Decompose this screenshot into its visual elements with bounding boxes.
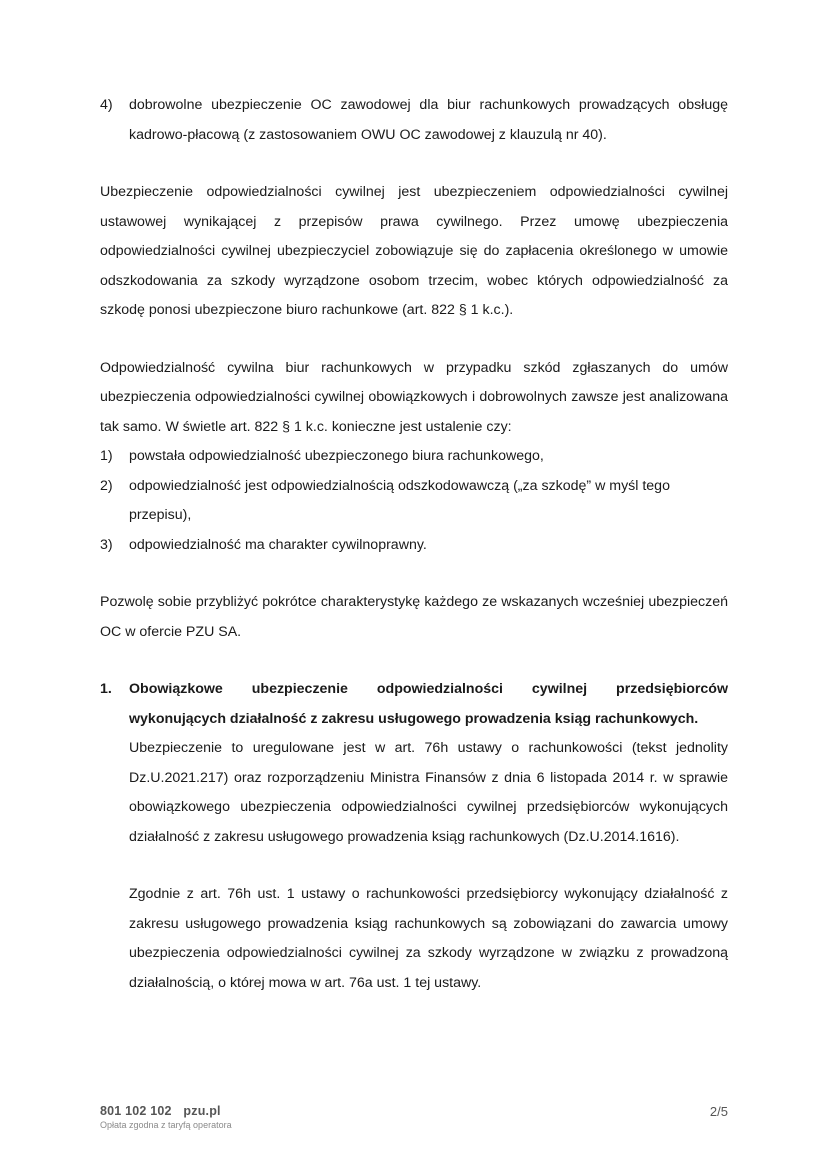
- footer-note: Opłata zgodna z taryfą operatora: [100, 1120, 232, 1130]
- paragraph-liability-definition: Ubezpieczenie odpowiedzialności cywilnej jest ubezpieczeniem odpowiedzialności cywilnej ustawowej wynikającej z przepisów prawa cywilnego. Przez umowę ubezpieczenia odpowiedzialności cywilnej ubezpieczyciel zobowiązuje się do zapłacenia określonego w umowie odszkodowania za szkody wyrządzone osobom trzecim, wobec których odpowiedzialność za szkodę ponosi ubezpieczone biuro rachunkowe (art. 822 § 1 k.c.).: [100, 184, 728, 318]
- list-number: 4): [100, 97, 113, 113]
- list-item-4: [100, 91, 728, 150]
- paragraph-liability-analysis: Odpowiedzialność cywilna biur rachunkowych w przypadku szkód zgłaszanych do umów ubezpieczenia odpowiedzialności cywilnej obowiązkowych i dobrowolnych zawsze jest analizowana tak samo. W świetle art. 822 § 1 k.c. konieczne jest ustalenie czy:: [100, 359, 728, 435]
- section-body-2: Zgodnie z art. 76h ust. 1 ustawy o rachunkowości przedsiębiorcy wykonujący działalność z zakresu usługowego prowadzenia ksiąg rachunkowych są zobowiązani do zawarcia umowy ubezpieczenia odpowiedzialności cywilnej za szkody wyrządzone w związku z prowadzoną działalnością, o której mowa w art. 76a ust. 1 tej ustawy.: [129, 886, 728, 991]
- condition-item: [100, 472, 728, 531]
- condition-item: [100, 531, 728, 561]
- list-number: 2): [100, 477, 113, 494]
- condition-item: [100, 442, 728, 472]
- document-page: [100, 91, 728, 998]
- list-text: odpowiedzialność ma charakter cywilnoprawny.: [129, 536, 427, 553]
- section-body: Ubezpieczenie to uregulowane jest w art. 76h ustawy o rachunkowości (tekst jednolity Dz.U.2021.217) oraz rozporządzeniu Ministra Finansów z dnia 6 listopada 2014 r. w sprawie obowiązkowego ubezpieczenia odpowiedzialności cywilnej przedsiębiorców wykonujących działalność z zakresu usługowego prowadzenia ksiąg rachunkowych (Dz.U.2014.1616).: [129, 740, 728, 845]
- footer-website: pzu.pl: [183, 1104, 221, 1118]
- list-text: dobrowolne ubezpieczenie OC zawodowej dla biur rachunkowych prowadzących obsługę kadrowo-płacową (z zastosowaniem OWU OC zawodowej z klauzulą nr 40).: [129, 97, 728, 143]
- section-1: [100, 675, 728, 998]
- list-text: odpowiedzialność jest odpowiedzialnością odszkodowawczą („za szkodę” w myśl tego przepisu),: [129, 477, 670, 523]
- footer-phone: 801 102 102: [100, 1104, 172, 1118]
- page-footer: [100, 1104, 728, 1130]
- list-number: 1): [100, 448, 113, 464]
- page-number: 2/5: [709, 1104, 728, 1119]
- section-heading: Obowiązkowe ubezpieczenie odpowiedzialności cywilnej przedsiębiorców wykonujących działalność z zakresu usługowego prowadzenia ksiąg rachunkowych.: [129, 681, 728, 727]
- list-number: 3): [100, 536, 113, 553]
- section-number: 1.: [100, 681, 112, 697]
- paragraph-intro-offer: Pozwolę sobie przybliżyć pokrótce charakterystykę każdego ze wskazanych wcześniej ubezpieczeń OC w ofercie PZU SA.: [100, 594, 728, 640]
- list-text: powstała odpowiedzialność ubezpieczonego biura rachunkowego,: [129, 448, 544, 464]
